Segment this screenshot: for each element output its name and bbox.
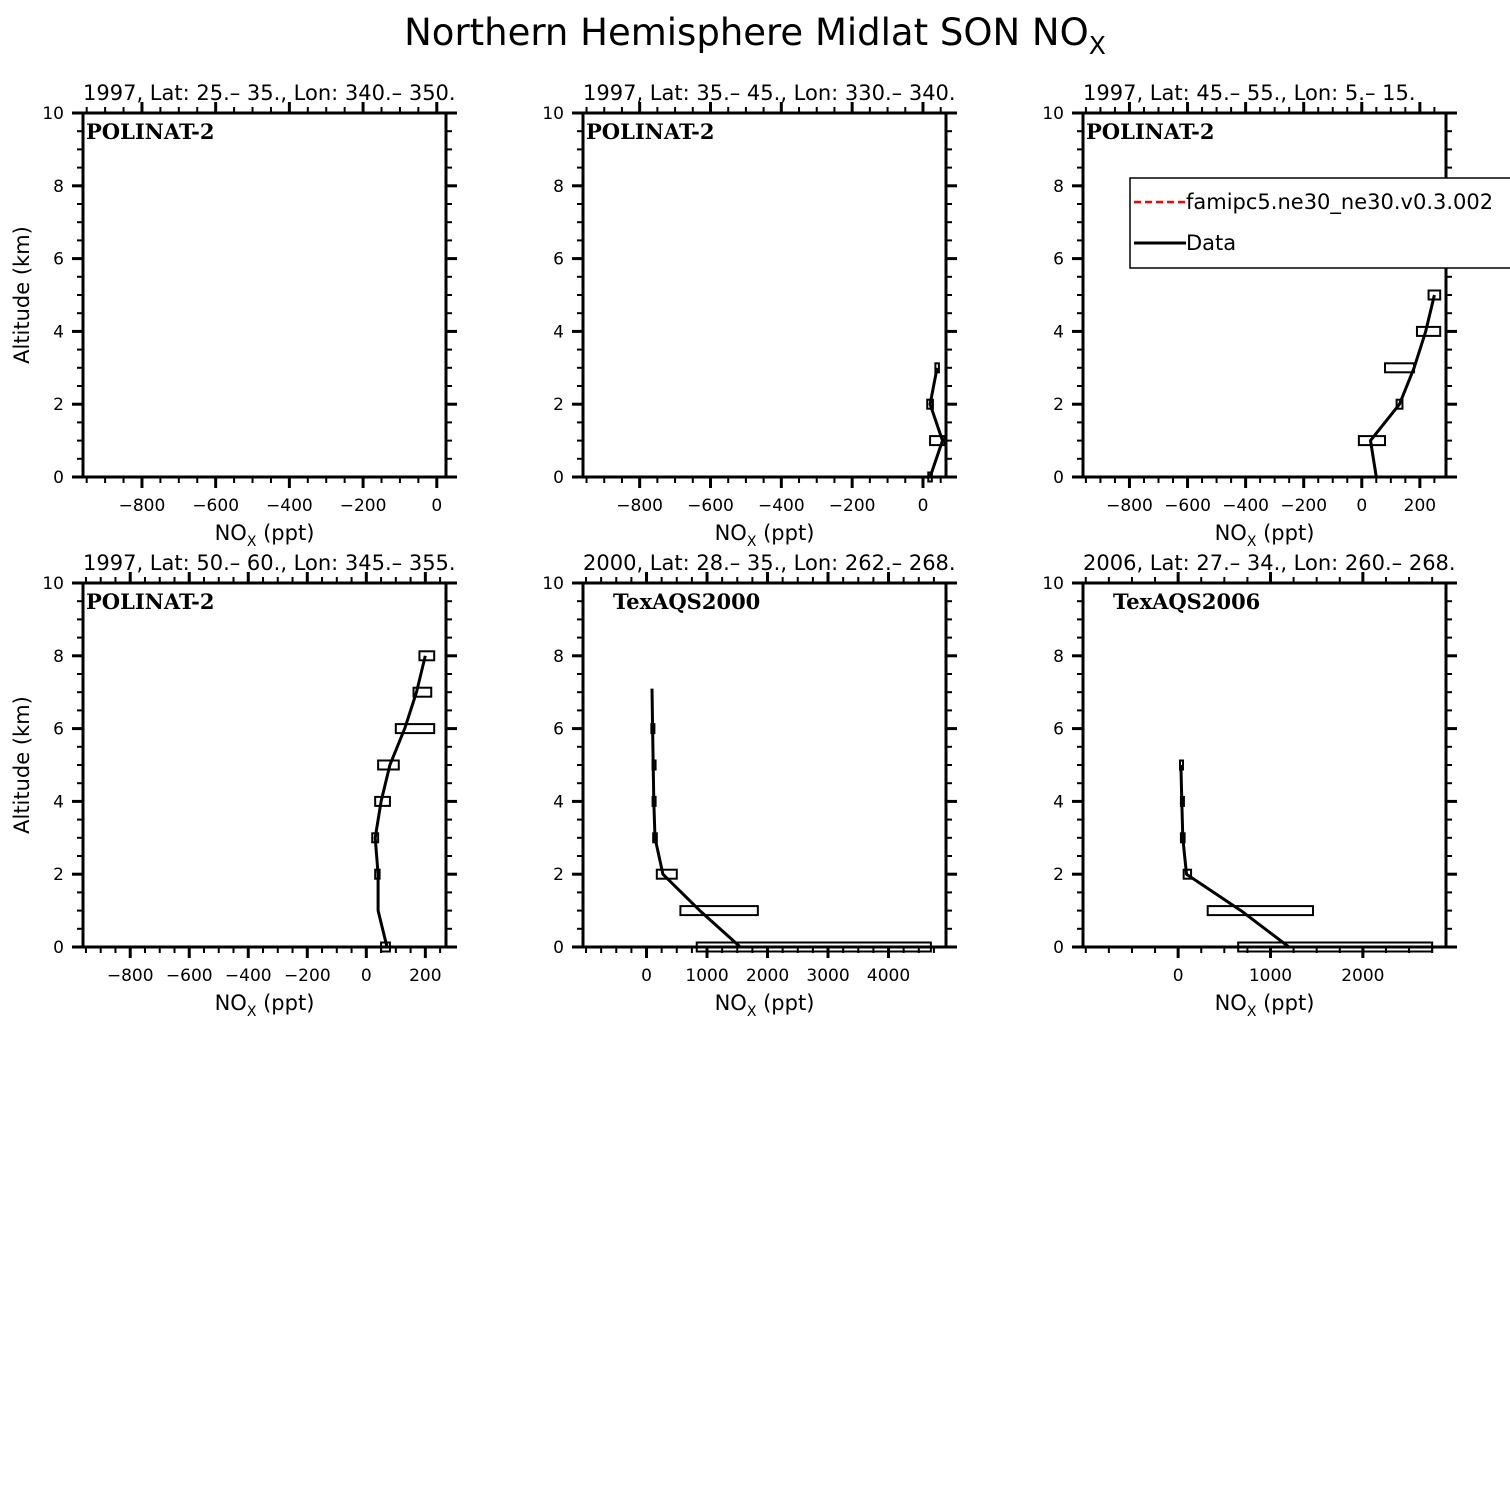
- panel-title: 1997, Lat: 50.– 60., Lon: 345.– 355.: [83, 551, 456, 575]
- x-axis-label-subscript: X: [1246, 1004, 1257, 1020]
- x-tick-label: −800: [106, 966, 154, 986]
- chart-panel-4: [10, 551, 457, 1020]
- series-line-data: [1371, 295, 1435, 477]
- error-bar-box: [680, 906, 757, 915]
- error-bar-box: [419, 651, 434, 660]
- y-tick-label: 6: [53, 249, 64, 270]
- error-bar-box: [1385, 363, 1414, 372]
- campaign-label: POLINAT-2: [86, 119, 215, 144]
- panel-grid: [10, 81, 1510, 1020]
- x-tick-label: 3000: [806, 966, 850, 986]
- x-tick-label: 0: [1172, 966, 1184, 986]
- x-axis-label: [1215, 991, 1315, 1020]
- x-axis-label: [715, 991, 815, 1020]
- campaign-label: TexAQS2006: [1113, 589, 1261, 614]
- x-tick-label: 0: [641, 966, 652, 986]
- panel-title: 1997, Lat: 45.– 55., Lon: 5.– 15.: [1083, 81, 1416, 105]
- y-tick-label: 10: [1042, 574, 1064, 594]
- panel-title: 2006, Lat: 27.– 34., Lon: 260.– 268.: [1083, 551, 1456, 575]
- y-tick-label: 0: [53, 938, 64, 958]
- legend: [1130, 178, 1510, 268]
- figure-title-subscript: X: [1088, 31, 1106, 60]
- x-axis-label: [215, 521, 315, 550]
- x-tick-label: −600: [192, 496, 240, 516]
- chart-panel-1: [10, 81, 457, 550]
- x-tick-label: −600: [687, 496, 734, 516]
- x-tick-label: −200: [1280, 496, 1328, 516]
- campaign-label: POLINAT-2: [586, 119, 715, 144]
- x-axis-label-subscript: X: [246, 534, 257, 550]
- y-tick-label: 8: [1053, 646, 1064, 667]
- x-axis-label-main: NO: [1214, 991, 1247, 1015]
- panel-title: 1997, Lat: 25.– 35., Lon: 340.– 350.: [83, 81, 456, 105]
- x-axis-label-subscript: X: [246, 1004, 257, 1020]
- y-tick-label: 4: [553, 322, 564, 343]
- x-tick-label: −400: [1222, 496, 1269, 516]
- x-axis-label-unit: (ppt): [256, 521, 315, 545]
- y-tick-label: 10: [542, 574, 564, 594]
- x-tick-label: −200: [828, 496, 876, 516]
- y-tick-label: 2: [53, 395, 64, 416]
- x-axis-label-main: NO: [214, 521, 247, 545]
- campaign-label: TexAQS2000: [613, 589, 761, 614]
- x-axis-label: [715, 521, 815, 550]
- x-axis-label-main: NO: [714, 521, 747, 545]
- x-axis-label-unit: (ppt): [1256, 521, 1315, 545]
- y-tick-label: 2: [553, 395, 564, 416]
- chart-panel-2: [542, 81, 957, 550]
- y-tick-label: 4: [53, 322, 64, 343]
- y-tick-label: 2: [53, 865, 64, 886]
- x-axis-label-main: NO: [714, 991, 747, 1015]
- x-tick-label: −600: [1164, 496, 1211, 516]
- x-tick-label: −200: [339, 496, 387, 516]
- x-tick-label: 4000: [866, 966, 911, 986]
- series-line-data: [930, 368, 942, 477]
- y-tick-label: 2: [1053, 865, 1064, 886]
- y-tick-label: 6: [53, 719, 64, 740]
- error-bar-box: [1208, 906, 1313, 915]
- x-tick-label: 0: [1356, 496, 1368, 516]
- error-bar-box: [396, 724, 434, 733]
- y-tick-label: 0: [1053, 938, 1064, 958]
- y-tick-label: 0: [53, 468, 64, 488]
- figure-title-main: Northern Hemisphere Midlat SON NO: [404, 11, 1089, 54]
- y-axis-label: Altitude (km): [10, 226, 34, 364]
- x-tick-label: −600: [165, 966, 213, 986]
- y-tick-label: 4: [553, 792, 564, 813]
- x-tick-label: −400: [266, 496, 313, 516]
- y-tick-label: 10: [42, 104, 64, 124]
- y-tick-label: 6: [553, 719, 564, 740]
- x-tick-label: −400: [757, 496, 805, 516]
- x-axis-label-subscript: X: [746, 534, 757, 550]
- x-axis-label-main: NO: [1214, 521, 1247, 545]
- y-tick-label: 8: [53, 646, 64, 667]
- x-axis-label-subscript: X: [746, 1004, 757, 1020]
- y-tick-label: 4: [1053, 322, 1064, 343]
- y-tick-label: 8: [53, 176, 64, 197]
- series-line-data: [1181, 765, 1289, 947]
- panel-title: 1997, Lat: 35.– 45., Lon: 330.– 340.: [583, 81, 956, 105]
- x-tick-label: −200: [283, 966, 331, 986]
- x-tick-label: −800: [616, 496, 664, 516]
- x-axis-label-main: NO: [214, 991, 247, 1015]
- y-tick-label: 4: [1053, 792, 1064, 813]
- x-tick-label: 0: [360, 966, 372, 986]
- y-tick-label: 10: [1042, 104, 1064, 124]
- series-line-data: [375, 656, 425, 947]
- legend-label-model: famipc5.ne30_ne30.v0.3.002: [1186, 190, 1494, 214]
- x-axis-label: [215, 991, 315, 1020]
- y-tick-label: 6: [553, 249, 564, 270]
- y-axis-label: Altitude (km): [10, 696, 34, 834]
- y-tick-label: 8: [553, 646, 564, 667]
- y-tick-label: 4: [53, 792, 64, 813]
- x-tick-label: 200: [1403, 496, 1437, 516]
- figure-title: [404, 11, 1106, 60]
- y-tick-label: 0: [1053, 468, 1064, 488]
- panel-title: 2000, Lat: 28.– 35., Lon: 262.– 268.: [583, 551, 956, 575]
- x-axis-label-subscript: X: [1246, 534, 1257, 550]
- y-tick-label: 8: [553, 176, 564, 197]
- x-axis-label-unit: (ppt): [256, 991, 315, 1015]
- x-tick-label: 2000: [1341, 966, 1385, 986]
- x-tick-label: 0: [431, 496, 443, 516]
- y-tick-label: 6: [1053, 249, 1064, 270]
- y-tick-label: 0: [553, 468, 564, 488]
- chart-panel-5: [542, 551, 957, 1020]
- y-tick-label: 10: [42, 574, 64, 594]
- y-tick-label: 2: [1053, 395, 1064, 416]
- y-tick-label: 8: [1053, 176, 1064, 197]
- y-tick-label: 0: [553, 938, 564, 958]
- chart-panel-6: [1042, 551, 1457, 1020]
- x-axis-label-unit: (ppt): [756, 521, 815, 545]
- x-tick-label: −800: [118, 496, 166, 516]
- x-tick-label: 1000: [685, 966, 729, 986]
- series-line-data: [652, 689, 740, 947]
- campaign-label: POLINAT-2: [1086, 119, 1215, 144]
- x-tick-label: −800: [1106, 496, 1153, 516]
- campaign-label: POLINAT-2: [86, 589, 215, 614]
- legend-label-data: Data: [1186, 231, 1237, 255]
- x-tick-label: 0: [917, 496, 929, 516]
- chart-panel-3: [1042, 81, 1457, 550]
- x-axis-label-unit: (ppt): [756, 991, 815, 1015]
- x-tick-label: 2000: [745, 966, 790, 986]
- x-axis-label-unit: (ppt): [1256, 991, 1315, 1015]
- x-tick-label: −400: [224, 966, 272, 986]
- error-bar-box: [1417, 327, 1440, 336]
- y-tick-label: 10: [542, 104, 564, 124]
- x-tick-label: 200: [409, 966, 442, 986]
- y-tick-label: 2: [553, 865, 564, 886]
- x-axis-label: [1215, 521, 1315, 550]
- y-tick-label: 6: [1053, 719, 1064, 740]
- x-tick-label: 1000: [1248, 966, 1293, 986]
